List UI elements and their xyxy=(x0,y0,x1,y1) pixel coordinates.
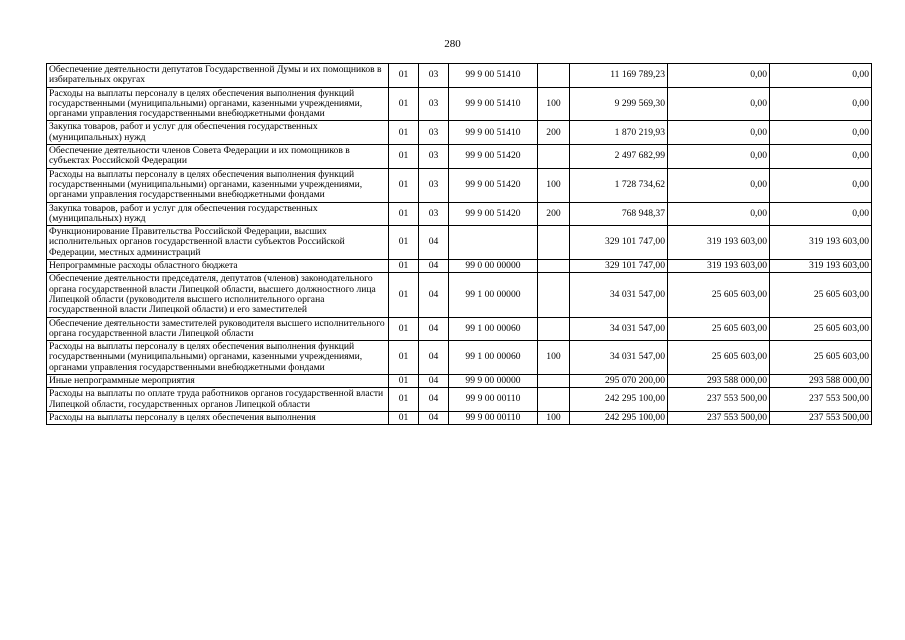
amount-year1-cell: 329 101 747,00 xyxy=(570,260,668,273)
amount-year1-cell: 1 870 219,93 xyxy=(570,121,668,145)
section-code-cell: 01 xyxy=(389,226,419,260)
expense-type-cell: 100 xyxy=(538,341,570,375)
amount-year1-cell: 34 031 547,00 xyxy=(570,341,668,375)
amount-year2-cell: 0,00 xyxy=(668,87,770,121)
table-row xyxy=(47,317,872,341)
subsection-code-cell: 04 xyxy=(419,226,449,260)
expense-type-cell xyxy=(538,317,570,341)
table-row xyxy=(47,87,872,121)
section-code-cell: 01 xyxy=(389,168,419,202)
target-article-cell: 99 9 00 51420 xyxy=(449,145,538,169)
amount-year2-cell: 0,00 xyxy=(668,121,770,145)
section-code-cell: 01 xyxy=(389,317,419,341)
expense-type-cell: 200 xyxy=(538,121,570,145)
row-name-cell: Обеспечение деятельности депутатов Государственной Думы и их помощников в избирательных округах xyxy=(47,64,389,88)
target-article-cell: 99 9 00 00000 xyxy=(449,375,538,388)
section-code-cell: 01 xyxy=(389,273,419,317)
expense-type-cell xyxy=(538,388,570,412)
target-article-cell: 99 9 00 51410 xyxy=(449,87,538,121)
amount-year1-cell: 1 728 734,62 xyxy=(570,168,668,202)
expense-type-cell xyxy=(538,375,570,388)
table-row xyxy=(47,168,872,202)
amount-year1-cell: 295 070 200,00 xyxy=(570,375,668,388)
subsection-code-cell: 03 xyxy=(419,121,449,145)
table-row xyxy=(47,411,872,424)
section-code-cell: 01 xyxy=(389,341,419,375)
subsection-code-cell: 03 xyxy=(419,202,449,226)
expense-type-cell xyxy=(538,64,570,88)
target-article-cell: 99 1 00 00000 xyxy=(449,273,538,317)
section-code-cell: 01 xyxy=(389,64,419,88)
table-row xyxy=(47,388,872,412)
amount-year3-cell: 25 605 603,00 xyxy=(770,317,872,341)
section-code-cell: 01 xyxy=(389,260,419,273)
table-row xyxy=(47,145,872,169)
subsection-code-cell: 04 xyxy=(419,317,449,341)
amount-year1-cell: 34 031 547,00 xyxy=(570,317,668,341)
target-article-cell: 99 0 00 00000 xyxy=(449,260,538,273)
target-article-cell: 99 1 00 00060 xyxy=(449,341,538,375)
amount-year3-cell: 0,00 xyxy=(770,87,872,121)
expense-type-cell: 100 xyxy=(538,87,570,121)
target-article-cell: 99 9 00 00110 xyxy=(449,388,538,412)
amount-year1-cell: 242 295 100,00 xyxy=(570,411,668,424)
expense-type-cell: 100 xyxy=(538,168,570,202)
target-article-cell: 99 9 00 51410 xyxy=(449,121,538,145)
amount-year2-cell: 0,00 xyxy=(668,168,770,202)
table-row xyxy=(47,64,872,88)
amount-year3-cell: 237 553 500,00 xyxy=(770,388,872,412)
amount-year2-cell: 0,00 xyxy=(668,202,770,226)
table-row xyxy=(47,341,872,375)
amount-year2-cell: 237 553 500,00 xyxy=(668,411,770,424)
row-name-cell: Обеспечение деятельности заместителей руководителя высшего исполнительного органа государственной власти Липецкой области xyxy=(47,317,389,341)
amount-year3-cell: 293 588 000,00 xyxy=(770,375,872,388)
row-name-cell: Обеспечение деятельности председателя, депутатов (членов) законодательного органа государственной власти Липецкой области, высшего должностного лица Липецкой области (руководителя высшего исполнительного органа государственной власти Липецкой области) и его заместителей xyxy=(47,273,389,317)
amount-year3-cell: 0,00 xyxy=(770,168,872,202)
row-name-cell: Расходы на выплаты персоналу в целях обеспечения выполнения функций государственными (муниципальными) органами, казенными учреждениями, органами управления государственными внебюджетными фондами xyxy=(47,341,389,375)
amount-year3-cell: 319 193 603,00 xyxy=(770,260,872,273)
expense-type-cell: 200 xyxy=(538,202,570,226)
expense-type-cell xyxy=(538,260,570,273)
expense-type-cell: 100 xyxy=(538,411,570,424)
table-row xyxy=(47,375,872,388)
budget-table xyxy=(46,63,872,425)
budget-table-body xyxy=(47,64,872,425)
amount-year3-cell: 0,00 xyxy=(770,64,872,88)
subsection-code-cell: 03 xyxy=(419,145,449,169)
amount-year3-cell: 0,00 xyxy=(770,145,872,169)
amount-year3-cell: 0,00 xyxy=(770,121,872,145)
target-article-cell: 99 9 00 51420 xyxy=(449,202,538,226)
expense-type-cell xyxy=(538,145,570,169)
amount-year3-cell: 25 605 603,00 xyxy=(770,341,872,375)
amount-year2-cell: 293 588 000,00 xyxy=(668,375,770,388)
table-row xyxy=(47,260,872,273)
row-name-cell: Расходы на выплаты персоналу в целях обеспечения выполнения функций государственными (муниципальными) органами, казенными учреждениями, органами управления государственными внебюджетными фондами xyxy=(47,168,389,202)
row-name-cell: Функционирование Правительства Российской Федерации, высших исполнительных органов государственной власти субъектов Российской Федерации, местных администраций xyxy=(47,226,389,260)
target-article-cell: 99 9 00 00110 xyxy=(449,411,538,424)
subsection-code-cell: 03 xyxy=(419,64,449,88)
amount-year3-cell: 25 605 603,00 xyxy=(770,273,872,317)
amount-year2-cell: 319 193 603,00 xyxy=(668,226,770,260)
target-article-cell xyxy=(449,226,538,260)
subsection-code-cell: 04 xyxy=(419,341,449,375)
section-code-cell: 01 xyxy=(389,411,419,424)
amount-year2-cell: 237 553 500,00 xyxy=(668,388,770,412)
amount-year2-cell: 319 193 603,00 xyxy=(668,260,770,273)
section-code-cell: 01 xyxy=(389,388,419,412)
subsection-code-cell: 04 xyxy=(419,388,449,412)
subsection-code-cell: 04 xyxy=(419,375,449,388)
amount-year1-cell: 34 031 547,00 xyxy=(570,273,668,317)
amount-year3-cell: 319 193 603,00 xyxy=(770,226,872,260)
row-name-cell: Закупка товаров, работ и услуг для обеспечения государственных (муниципальных) нужд xyxy=(47,202,389,226)
page-number: 280 xyxy=(444,38,461,50)
subsection-code-cell: 04 xyxy=(419,260,449,273)
section-code-cell: 01 xyxy=(389,121,419,145)
row-name-cell: Расходы на выплаты персоналу в целях обеспечения выполнения функций государственными (муниципальными) органами, казенными учреждениями, органами управления государственными внебюджетными фондами xyxy=(47,87,389,121)
target-article-cell: 99 9 00 51420 xyxy=(449,168,538,202)
amount-year1-cell: 329 101 747,00 xyxy=(570,226,668,260)
table-row xyxy=(47,226,872,260)
row-name-cell: Иные непрограммные мероприятия xyxy=(47,375,389,388)
row-name-cell: Закупка товаров, работ и услуг для обеспечения государственных (муниципальных) нужд xyxy=(47,121,389,145)
section-code-cell: 01 xyxy=(389,375,419,388)
expense-type-cell xyxy=(538,273,570,317)
amount-year2-cell: 25 605 603,00 xyxy=(668,273,770,317)
section-code-cell: 01 xyxy=(389,145,419,169)
table-row xyxy=(47,273,872,317)
amount-year2-cell: 0,00 xyxy=(668,145,770,169)
amount-year3-cell: 237 553 500,00 xyxy=(770,411,872,424)
section-code-cell: 01 xyxy=(389,87,419,121)
amount-year1-cell: 9 299 569,30 xyxy=(570,87,668,121)
expense-type-cell xyxy=(538,226,570,260)
section-code-cell: 01 xyxy=(389,202,419,226)
row-name-cell: Непрограммные расходы областного бюджета xyxy=(47,260,389,273)
amount-year1-cell: 11 169 789,23 xyxy=(570,64,668,88)
amount-year2-cell: 25 605 603,00 xyxy=(668,341,770,375)
amount-year1-cell: 2 497 682,99 xyxy=(570,145,668,169)
amount-year1-cell: 242 295 100,00 xyxy=(570,388,668,412)
amount-year1-cell: 768 948,37 xyxy=(570,202,668,226)
amount-year2-cell: 25 605 603,00 xyxy=(668,317,770,341)
amount-year3-cell: 0,00 xyxy=(770,202,872,226)
table-row xyxy=(47,202,872,226)
table-row xyxy=(47,121,872,145)
row-name-cell: Расходы на выплаты по оплате труда работников органов государственной власти Липецкой области, государственных органов Липецкой области xyxy=(47,388,389,412)
subsection-code-cell: 04 xyxy=(419,411,449,424)
row-name-cell: Обеспечение деятельности членов Совета Федерации и их помощников в субъектах Российской Федерации xyxy=(47,145,389,169)
subsection-code-cell: 03 xyxy=(419,87,449,121)
target-article-cell: 99 1 00 00060 xyxy=(449,317,538,341)
subsection-code-cell: 03 xyxy=(419,168,449,202)
amount-year2-cell: 0,00 xyxy=(668,64,770,88)
subsection-code-cell: 04 xyxy=(419,273,449,317)
target-article-cell: 99 9 00 51410 xyxy=(449,64,538,88)
row-name-cell: Расходы на выплаты персоналу в целях обеспечения выполнения xyxy=(47,411,389,424)
